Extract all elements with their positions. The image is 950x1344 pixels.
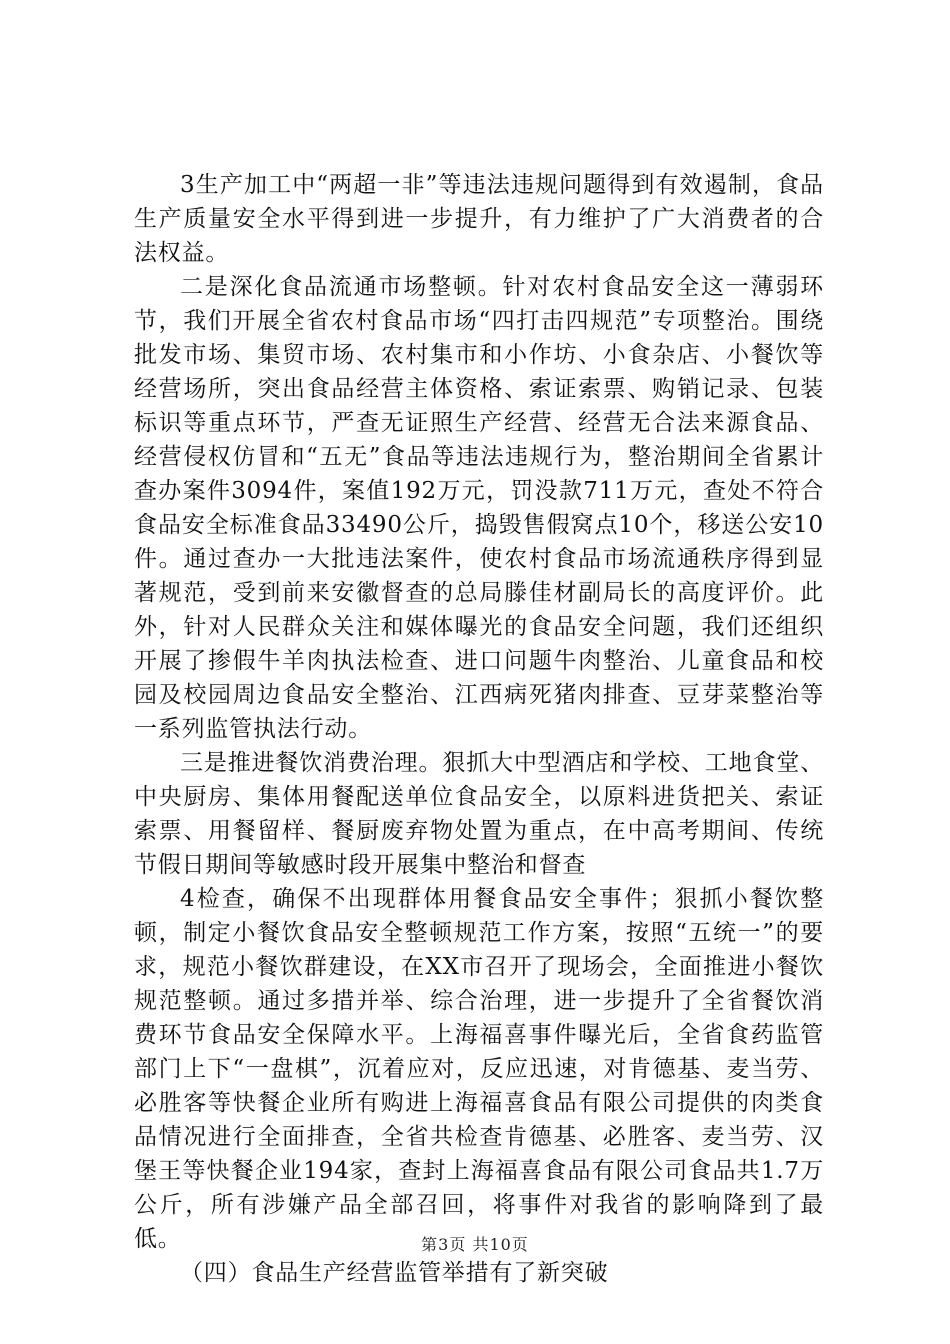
document-body [134, 168, 824, 1290]
paragraph-4: 4检查，确保不出现群体用餐食品安全事件；狠抓小餐饮整顿，制定小餐饮食品安全整顿规范工作方案，按照“五统一”的要求，规范小餐饮群建设，在XX市召开了现场会，全面推进小餐饮规范整顿。通过多措并举、综合治理，进一步提升了全省餐饮消费环节食品安全保障水平。上海福喜事件曝光后，全省食药监管部门上下“一盘棋”，沉着应对，反应迅速，对肯德基、麦当劳、必胜客等快餐企业所有购进上海福喜食品有限公司提供的肉类食品情况进行全面排查，全省共检查肯德基、必胜客、麦当劳、汉堡王等快餐企业194家，查封上海福喜食品有限公司食品共1.7万公斤，所有涉嫌产品全部召回，将事件对我省的影响降到了最低。 [134, 886, 824, 1252]
paragraph-3: 三是推进餐饮消费治理。狠抓大中型酒店和学校、工地食堂、中央厨房、集体用餐配送单位食品安全，以原料进货把关、索证索票、用餐留样、餐厨废弃物处置为重点，在中高考期间、传统节假日期间等敏感时段开展集中整治和督查 [134, 750, 824, 878]
paragraph-2: 二是深化食品流通市场整顿。针对农村食品安全这一薄弱环节，我们开展全省农村食品市场“四打击四规范”专项整治。围绕批发市场、集贸市场、农村集市和小作坊、小食杂店、小餐饮等经营场所，突出食品经营主体资格、索证索票、购销记录、包装标识等重点环节，严查无证照生产经营、经营无合法来源食品、经营侵权仿冒和“五无”食品等违法违规行为，整治期间全省累计查办案件3094件，案值192万元，罚没款711万元，查处不符合食品安全标准食品33490公斤，捣毁售假窝点10个，移送公安10件。通过查办一大批违法案件，使农村食品市场流通秩序得到显著规范，受到前来安徽督查的总局滕佳材副局长的高度评价。此外，针对人民群众关注和媒体曝光的食品安全问题，我们还组织开展了掺假牛羊肉执法检查、进口问题牛肉整治、儿童食品和校园及校园周边食品安全整治、江西病死猪肉排查、豆芽菜整治等一系列监管执法行动。 [134, 274, 824, 742]
page-footer: 第3页 共10页 [421, 1235, 529, 1254]
paragraph-1: 3生产加工中“两超一非”等违法违规问题得到有效遏制，食品生产质量安全水平得到进一步提升，有力维护了广大消费者的合法权益。 [134, 172, 824, 266]
section-heading: （四）食品生产经营监管举措有了新突破 [180, 1260, 609, 1286]
